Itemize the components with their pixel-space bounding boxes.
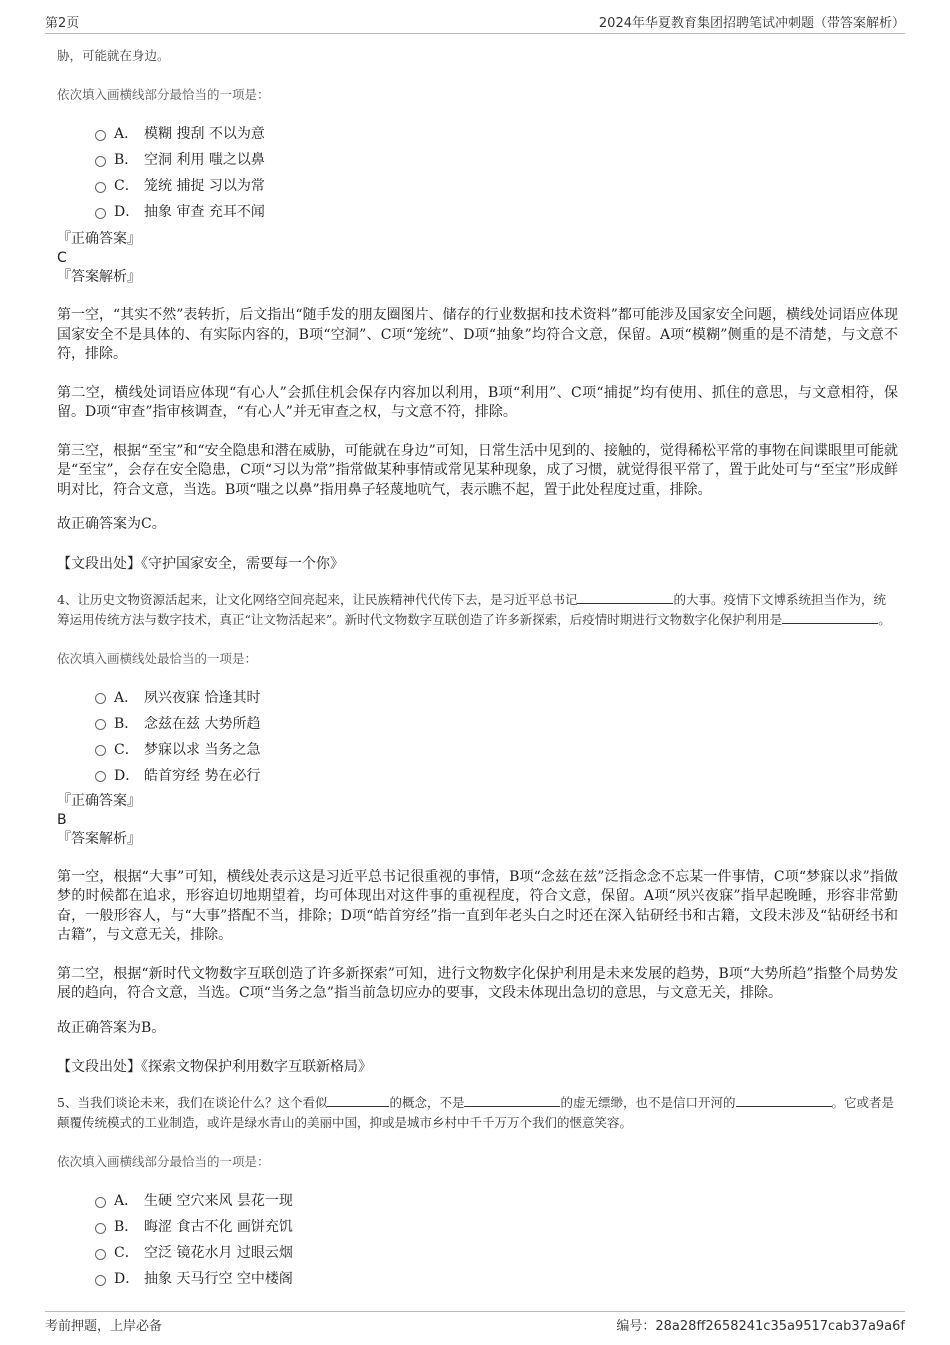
q5-option-c[interactable]: C． 空泛 镜花水月 过眼云烟 bbox=[95, 1239, 898, 1265]
answer-blank bbox=[736, 1095, 832, 1107]
q5-prompt: 依次填入画横线部分最恰当的一项是： bbox=[57, 1154, 270, 1169]
q4-analysis-paragraph: 第一空，根据“大事”可知，横线处表示这是习近平总书记很重视的事情，B项“念兹在兹”泛指念念不忘某一件事情，C项“梦寐以求”指做梦的时候都在追求，形容迫切地期望着，均可体现出对这件事的重视程度，符合文意，保留。A项“夙兴夜寐”指早起晚睡，形容非常勤奋，一般形容人，与“大事”搭配不当，排除；D项“皓首穷经”指一直到年老头白之时还在深入钻研经书和古籍，文段未涉及“钻研经书和古籍”，与文意无关，排除。 bbox=[57, 868, 898, 943]
q4-option-c[interactable]: C． 梦寐以求 当务之急 bbox=[95, 736, 898, 762]
q3-analysis-paragraph: 第二空，横线处词语应体现“有心人”会抓住机会保存内容加以利用，B项“利用”、C项“捕捉”均有使用、抓住的意思，与文意相符，保留。D项“审查”指审核调查，“有心人”并无审查之权，与文意不符，排除。 bbox=[57, 384, 898, 420]
q4-stem: 4、让历史文物资源活起来，让文化网络空间亮起来，让民族精神代代传下去，是习近平总书记 的大事。疫情下文博系统担当作为，统筹运用传统方法与数字技术，真正“让文物活起来”。新时代文物数字互联创造了许多新探索，后疫情时期进行文物数字化保护利用是 。 bbox=[57, 591, 891, 627]
radio-button[interactable] bbox=[95, 1275, 106, 1286]
q3-stem-tail: 胁，可能就在身边。 bbox=[57, 48, 170, 63]
q3-option-a[interactable]: A． 模糊 搜刮 不以为意 bbox=[95, 120, 898, 146]
document-body bbox=[57, 46, 898, 1291]
page-footer bbox=[45, 1311, 905, 1335]
q4-option-d[interactable]: D． 皓首穷经 势在必行 bbox=[95, 762, 898, 788]
q3-prompt: 依次填入画横线部分最恰当的一项是： bbox=[57, 87, 270, 102]
radio-button[interactable] bbox=[95, 771, 106, 782]
radio-button[interactable] bbox=[95, 1223, 106, 1234]
q5-stem: 5、当我们谈论未来，我们在谈论什么？这个看似 的概念，不是 的虚无缥缈，也不是信口开河的 。它或者是颠覆传统模式的工业制造，或许是绿水青山的美丽中国，抑或是城市乡村中千千万万个我们的惬意笑容。 bbox=[57, 1095, 895, 1130]
answer-blank bbox=[327, 1095, 389, 1107]
radio-button[interactable] bbox=[95, 208, 106, 219]
q3-conclusion: 故正确答案为C。 bbox=[57, 516, 166, 532]
q3-answer: C bbox=[57, 250, 67, 266]
footer-slogan: 考前押题，上岸必备 bbox=[45, 1319, 163, 1334]
q4-source: 【文段出处】《探索文物保护利用数字互联新格局》 bbox=[57, 1059, 372, 1075]
q3-analysis-label: 『答案解析』 bbox=[57, 269, 141, 285]
document-title: 2024年华夏教育集团招聘笔试冲刺题（带答案解析） bbox=[598, 16, 905, 31]
page-header bbox=[45, 12, 905, 34]
document-code: 编号：28a28ff2658241c35a9517cab37a9a6f bbox=[616, 1319, 905, 1334]
q3-option-b[interactable]: B． 空洞 利用 嗤之以鼻 bbox=[95, 146, 898, 172]
q4-prompt: 依次填入画横线处最恰当的一项是： bbox=[57, 650, 258, 666]
q3-option-d[interactable]: D． 抽象 审查 充耳不闻 bbox=[95, 198, 898, 224]
q4-options bbox=[95, 684, 898, 788]
q3-analysis-paragraph: 第一空，“其实不然”表转折，后文指出“随手发的朋友圈图片、储存的行业数据和技术资料”都可能涉及国家安全问题，横线处词语应体现国家安全不是具体的、有实际内容的，B项“空洞”、C项“笼统”、D项“抽象”均符合文意，保留。A项“模糊”侧重的是不清楚，与文意不符，排除。 bbox=[57, 307, 898, 362]
q4-analysis-paragraph: 第二空，根据“新时代文物数字互联创造了许多新探索”可知，进行文物数字化保护利用是未来发展的趋势，B项“大势所趋”指整个局势发展的趋向，符合文意，当选。C项“当务之急”指当前急切应办的要事，文段未体现出急切的意思，与文意无关，排除。 bbox=[57, 965, 898, 1001]
radio-button[interactable] bbox=[95, 745, 106, 756]
q4-answer: B bbox=[57, 811, 67, 828]
answer-blank bbox=[782, 612, 878, 624]
q3-analysis-paragraph: 第三空，根据“至宝”和“安全隐患和潜在威胁，可能就在身边”可知，日常生活中见到的、接触的，觉得稀松平常的事物在间谍眼里可能就是“至宝”，会存在安全隐患，C项“习以为常”指常做某种事情或常见某种现象，成了习惯，就觉得很平常了，置于此处可与“至宝”形成鲜明对比，符合文意，当选。B项“嗤之以鼻”指用鼻子轻蔑地吭气，表示瞧不起，置于此处程度过重，排除。 bbox=[57, 442, 898, 498]
q4-answer-label: 『正确答案』 bbox=[57, 792, 141, 809]
q3-source: 【文段出处】《守护国家安全，需要每一个你》 bbox=[57, 555, 344, 572]
radio-button[interactable] bbox=[95, 130, 106, 141]
q4-option-a[interactable]: A． 夙兴夜寐 恰逢其时 bbox=[95, 684, 898, 710]
q4-conclusion: 故正确答案为B。 bbox=[57, 1019, 166, 1036]
q4-analysis-label: 『答案解析』 bbox=[57, 830, 141, 847]
radio-button[interactable] bbox=[95, 1197, 106, 1208]
q4-option-b[interactable]: B． 念兹在兹 大势所趋 bbox=[95, 710, 898, 736]
answer-blank bbox=[577, 592, 673, 604]
q3-answer-label: 『正确答案』 bbox=[57, 231, 141, 247]
answer-blank bbox=[464, 1095, 560, 1107]
q5-options bbox=[95, 1187, 898, 1291]
radio-button[interactable] bbox=[95, 693, 106, 704]
q3-option-c[interactable]: C． 笼统 捕捉 习以为常 bbox=[95, 172, 898, 198]
q5-option-b[interactable]: B． 晦涩 食古不化 画饼充饥 bbox=[95, 1213, 898, 1239]
page-number: 第2页 bbox=[45, 16, 80, 31]
q5-option-d[interactable]: D． 抽象 天马行空 空中楼阁 bbox=[95, 1265, 898, 1291]
radio-button[interactable] bbox=[95, 156, 106, 167]
q3-options bbox=[95, 120, 898, 224]
radio-button[interactable] bbox=[95, 1249, 106, 1260]
radio-button[interactable] bbox=[95, 719, 106, 730]
radio-button[interactable] bbox=[95, 182, 106, 193]
q5-option-a[interactable]: A． 生硬 空穴来风 昙花一现 bbox=[95, 1187, 898, 1213]
